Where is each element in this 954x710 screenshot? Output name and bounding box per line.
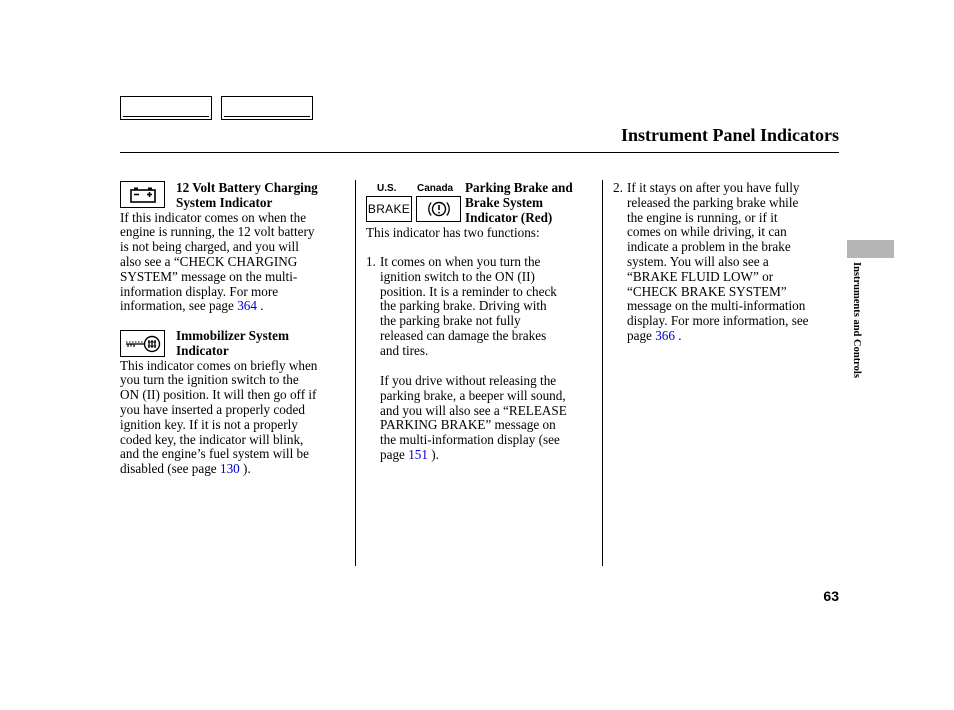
immobilizer-body-line: ignition key. If it is not a properly	[120, 416, 298, 432]
battery-body-text: information, see page	[120, 298, 238, 314]
section-tab[interactable]	[847, 240, 894, 258]
page-link-366[interactable]: 366	[655, 327, 675, 343]
brake-item-2-line: “BRAKE FLUID LOW” or	[627, 268, 774, 284]
brake-item-1-number: 1.	[366, 254, 376, 269]
previous-page-button[interactable]	[120, 96, 212, 120]
brake-item-2-line: system. You will also see a	[627, 253, 769, 269]
immobilizer-body-line: coded key, the indicator will blink,	[120, 431, 304, 447]
canada-label: Canada	[417, 183, 454, 194]
immobilizer-body-line: and the engine’s fuel system will be	[120, 446, 309, 462]
section-tab-label: Instruments and Controls	[851, 262, 862, 378]
brake-heading-line-3: Indicator (Red)	[465, 209, 553, 225]
immobilizer-body-line-last	[120, 462, 352, 477]
brake-item-2-line: display. For more information, see	[627, 313, 809, 329]
brake-item-1-line: the parking brake. Driving with	[380, 298, 547, 314]
battery-body-line: is not being charged, and you will	[120, 239, 299, 255]
brake-paragraph-line: the multi-information display (see	[380, 432, 560, 448]
brake-item-2-line-last	[627, 329, 842, 344]
brake-paragraph	[380, 374, 602, 463]
brake-item-1-line: position. It is a reminder to check	[380, 283, 557, 299]
battery-body-line: engine is running, the 12 volt battery	[120, 224, 315, 240]
battery-body-text-end: .	[256, 298, 264, 314]
brake-item-2-line: released the parking brake while	[627, 194, 799, 210]
brake-text-indicator-icon	[366, 196, 412, 222]
brake-icon-text: BRAKE	[367, 202, 411, 216]
page-title: Instrument Panel Indicators	[620, 125, 839, 145]
brake-paragraph-line-last	[380, 448, 602, 463]
immobilizer-heading-line-2: Indicator	[176, 342, 229, 358]
brake-item-1-line: It comes on when you turn the	[380, 254, 541, 269]
column-divider-1	[355, 180, 356, 566]
battery-body-line: SYSTEM” message on the multi-	[120, 268, 298, 284]
battery-section	[120, 181, 352, 314]
brake-item-2-line: message on the multi-information	[627, 298, 806, 314]
brake-item-1-line: the parking brake not fully	[380, 313, 521, 329]
brake-heading-line-1: Parking Brake and	[465, 180, 573, 195]
brake-heading-line-2: Brake System	[465, 194, 544, 210]
brake-intro: This indicator has two functions:	[366, 225, 540, 240]
title-divider	[120, 152, 839, 153]
immobilizer-body-line: ON (II) position. It will then go off if	[120, 387, 317, 403]
brake-item-2-line: comes on while driving, it can	[627, 224, 787, 240]
column-divider-2	[602, 180, 603, 566]
brake-heading	[465, 181, 600, 225]
battery-body-line-last	[120, 299, 352, 314]
brake-paragraph-line: parking brake, a beeper will sound,	[380, 387, 566, 403]
page-link-364[interactable]: 364	[237, 298, 257, 314]
immobilizer-section	[120, 329, 352, 477]
brake-item-2-text: page	[627, 327, 656, 343]
page-number: 63	[823, 588, 839, 604]
brake-item-2-line: “CHECK BRAKE SYSTEM”	[627, 283, 787, 299]
immobilizer-body-text-end: ).	[239, 461, 251, 477]
brake-item-2-line: If it stays on after you have fully	[627, 180, 800, 195]
brake-warning-indicator-icon	[416, 196, 461, 222]
battery-heading-line-2: System Indicator	[176, 194, 273, 210]
brake-item-2	[627, 181, 842, 344]
brake-paragraph-text-end: ).	[427, 446, 439, 462]
battery-body-line: information display. For more	[120, 283, 279, 299]
brake-paragraph-text: page	[380, 446, 409, 462]
page-link-151[interactable]: 151	[408, 446, 428, 462]
immobilizer-body-line: you have inserted a properly coded	[120, 401, 305, 417]
brake-item-1-line: released can damage the brakes	[380, 327, 547, 343]
us-label: U.S.	[377, 183, 397, 194]
brake-paragraph-line: If you drive without releasing the	[380, 373, 557, 388]
immobilizer-body-line: This indicator comes on briefly when	[120, 357, 318, 373]
immobilizer-body-line: you turn the ignition switch to the	[120, 372, 299, 388]
brake-paragraph-line: PARKING BRAKE” message on	[380, 417, 556, 433]
brake-item-2-text-end: .	[674, 327, 682, 343]
immobilizer-body-text: disabled (see page	[120, 461, 220, 477]
brake-item-1-line: and tires.	[380, 342, 429, 358]
brake-item-1	[380, 255, 602, 359]
page-link-130[interactable]: 130	[219, 461, 240, 477]
next-page-button[interactable]	[221, 96, 313, 120]
battery-body-line: If this indicator comes on when the	[120, 209, 307, 225]
brake-item-2-number: 2.	[613, 180, 623, 195]
battery-heading-line-1: 12 Volt Battery Charging	[176, 180, 318, 195]
immobilizer-heading-line-1: Immobilizer System	[176, 328, 289, 343]
brake-paragraph-line: and you will also see a “RELEASE	[380, 402, 567, 418]
brake-item-2-line: indicate a problem in the brake	[627, 239, 791, 255]
brake-item-2-line: the engine is running, or if it	[627, 209, 778, 225]
brake-item-1-line: ignition switch to the ON (II)	[380, 268, 535, 284]
battery-body-line: also see a “CHECK CHARGING	[120, 253, 298, 269]
